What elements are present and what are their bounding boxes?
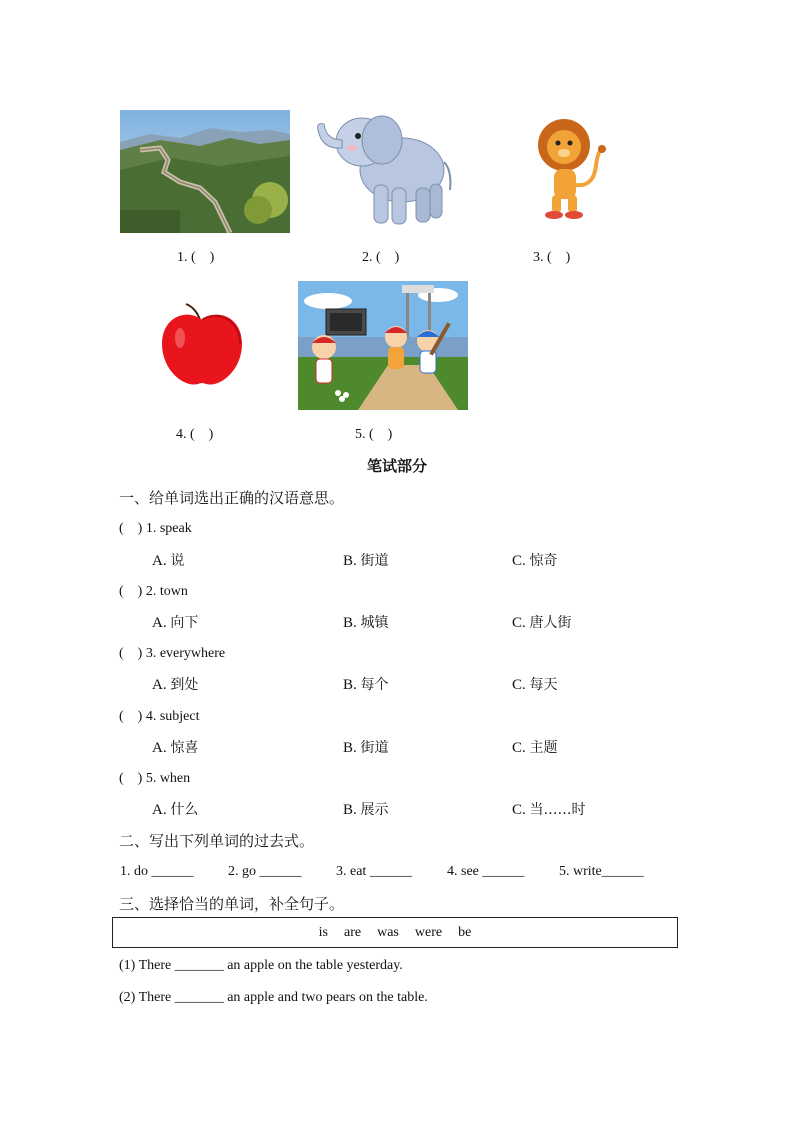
listening-label-4: 4. ( )	[176, 427, 214, 442]
section1-title: 一、给单词选出正确的汉语意思。	[119, 489, 345, 507]
option-text: 每天	[529, 677, 558, 693]
word-bank-word: are	[344, 924, 362, 940]
baseball-kids-cartoon	[298, 281, 468, 410]
option-letter: B.	[343, 677, 357, 693]
option-letter: B.	[343, 615, 357, 631]
option-letter: C.	[512, 553, 526, 569]
option-letter: C.	[512, 677, 526, 693]
option-letter: A.	[152, 615, 167, 631]
question-4-stem: ( ) 4. subject	[119, 709, 200, 724]
option-letter: B.	[343, 802, 357, 818]
question-1-option-b	[343, 550, 389, 570]
option-letter: C.	[512, 740, 526, 756]
option-text: 每个	[360, 677, 389, 693]
past-tense-item-5: 5. write______	[559, 864, 644, 879]
option-letter: B.	[343, 553, 357, 569]
option-text: 唐人街	[529, 615, 572, 631]
question-5-option-c	[512, 799, 586, 819]
question-1-option-c	[512, 550, 558, 570]
listening-label-1: 1. ( )	[177, 250, 215, 265]
option-text: 向下	[170, 615, 199, 631]
elephant-cartoon	[312, 100, 457, 230]
word-bank-box	[112, 917, 678, 948]
question-4-option-b	[343, 737, 389, 757]
question-5-option-a	[152, 799, 198, 819]
listening-label-5: 5. ( )	[355, 427, 393, 442]
question-3-option-c	[512, 674, 558, 694]
word-bank-word: were	[414, 924, 443, 940]
past-tense-item-4: 4. see ______	[447, 864, 525, 879]
past-tense-item-3: 3. eat ______	[336, 864, 412, 879]
option-text: 街道	[360, 553, 389, 569]
past-tense-item-1: 1. do ______	[120, 864, 194, 879]
question-3-stem: ( ) 3. everywhere	[119, 646, 226, 661]
option-letter: A.	[152, 553, 167, 569]
great-wall-photo	[120, 110, 290, 233]
word-bank-word: was	[377, 924, 399, 940]
option-text: 惊奇	[529, 553, 558, 569]
option-text: 惊喜	[170, 740, 199, 756]
question-2-stem: ( ) 2. town	[119, 584, 188, 599]
question-1-option-a	[152, 550, 184, 570]
option-letter: C.	[512, 615, 526, 631]
option-letter: A.	[152, 802, 167, 818]
question-1-stem: ( ) 1. speak	[119, 521, 192, 536]
past-tense-item-2: 2. go ______	[228, 864, 302, 879]
word-bank-word: is	[318, 924, 329, 940]
sentence-2: (2) There _______ an apple and two pears on the table.	[119, 990, 428, 1005]
question-2-option-c	[512, 612, 572, 632]
option-text: 城镇	[360, 615, 389, 631]
word-bank-word: be	[458, 924, 472, 940]
option-text: 当……时	[529, 802, 586, 818]
question-5-option-b	[343, 799, 389, 819]
written-part-title: 笔试部分	[366, 457, 427, 475]
question-3-option-a	[152, 674, 198, 694]
question-3-option-b	[343, 674, 389, 694]
red-apple	[158, 298, 246, 390]
sentence-1: (1) There _______ an apple on the table yesterday.	[119, 958, 403, 973]
option-text: 主题	[529, 740, 558, 756]
option-letter: C.	[512, 802, 526, 818]
section3-title: 三、选择恰当的单词，补全句子。	[119, 895, 345, 913]
option-text: 展示	[360, 802, 389, 818]
option-letter: A.	[152, 677, 167, 693]
option-text: 什么	[170, 802, 199, 818]
option-text: 到处	[170, 677, 199, 693]
section2-title: 二、写出下列单词的过去式。	[119, 832, 315, 850]
option-letter: B.	[343, 740, 357, 756]
question-2-option-a	[152, 612, 198, 632]
question-4-option-c	[512, 737, 558, 757]
question-2-option-b	[343, 612, 389, 632]
option-text: 说	[170, 553, 185, 569]
option-letter: A.	[152, 740, 167, 756]
lion-cartoon	[530, 115, 610, 223]
question-4-option-a	[152, 737, 198, 757]
option-text: 街道	[360, 740, 389, 756]
question-5-stem: ( ) 5. when	[119, 771, 191, 786]
listening-label-2: 2. ( )	[362, 250, 400, 265]
listening-label-3: 3. ( )	[533, 250, 571, 265]
